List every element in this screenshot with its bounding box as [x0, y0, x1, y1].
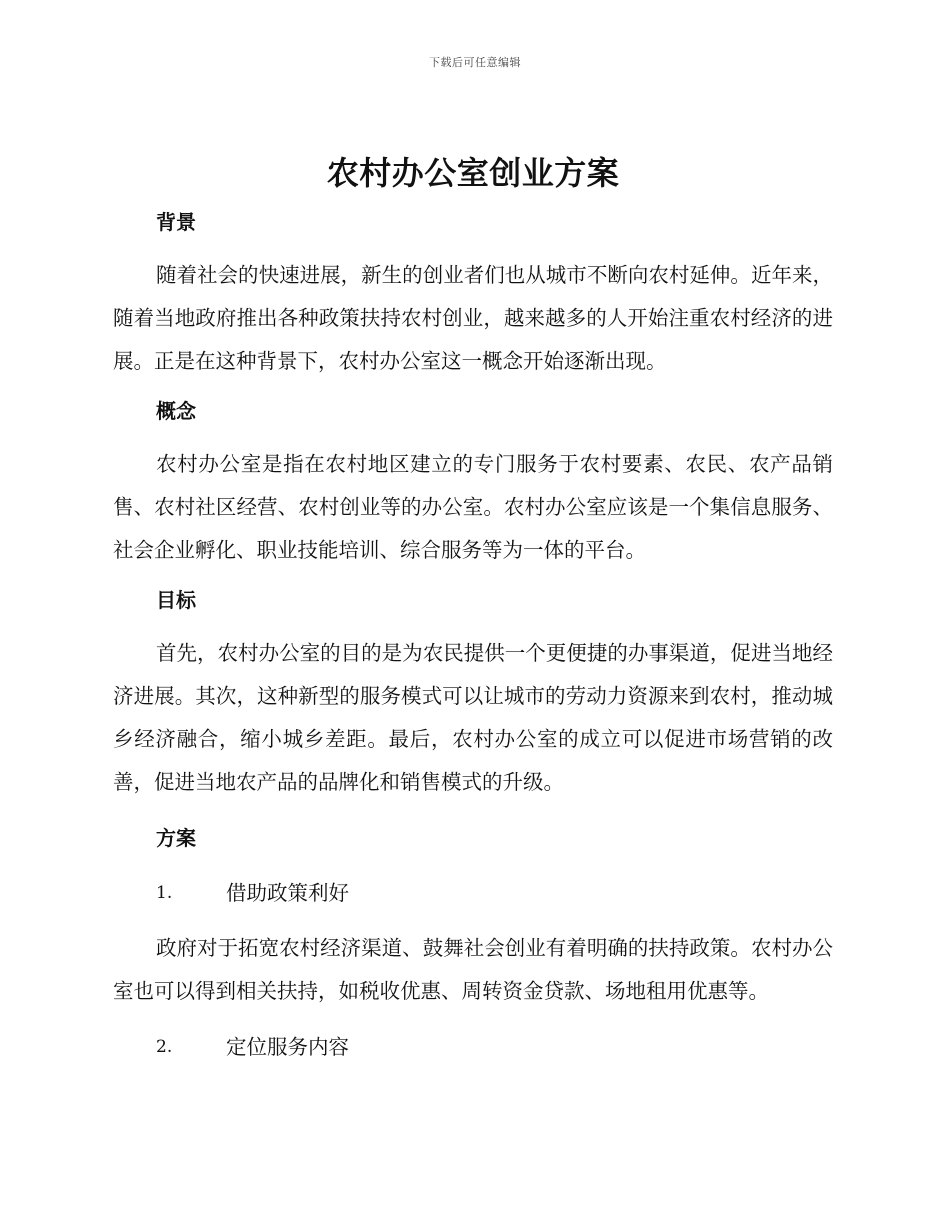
- section-background: [113, 207, 833, 383]
- section-heading-plan: 方案: [156, 826, 196, 850]
- plan-item-1: [113, 878, 833, 908]
- paragraph-concept: 农村办公室是指在农村地区建立的专门服务于农村要素、农民、农产品销售、农村社区经营、农村创业等的办公室。农村办公室应该是一个集信息服务、社会企业孵化、职业技能培训、综合服务等为一体的平台。: [113, 452, 833, 562]
- plan-item-2: [113, 1032, 833, 1062]
- section-heading-goal: 目标: [156, 588, 196, 612]
- section-heading-concept: 概念: [156, 399, 196, 423]
- document-body: [113, 148, 833, 1062]
- document-title: 农村办公室创业方案: [326, 154, 620, 192]
- paragraph-plan-item-1: 政府对于拓宽农村经济渠道、鼓舞社会创业有着明确的扶持政策。农村办公室也可以得到相关扶持，如税收优惠、周转资金贷款、场地租用优惠等。: [113, 936, 833, 1003]
- paragraph-goal: 首先，农村办公室的目的是为农民提供一个更便捷的办事渠道，促进当地经济进展。其次，这种新型的服务模式可以让城市的劳动力资源来到农村，推动城乡经济融合，缩小城乡差距。最后，农村办公室的成立可以促进市场营销的改善，促进当地农产品的品牌化和销售模式的升级。: [113, 641, 833, 794]
- section-goal: [113, 585, 833, 804]
- section-plan: [113, 823, 833, 1062]
- plan-item-number: 1.: [156, 883, 173, 903]
- plan-item-label: 定位服务内容: [226, 1035, 349, 1059]
- plan-item-label: 借助政策利好: [226, 881, 349, 905]
- plan-item-number: 2.: [156, 1037, 173, 1057]
- section-heading-background: 背景: [156, 210, 196, 234]
- paragraph-background: 随着社会的快速进展，新生的创业者们也从城市不断向农村延伸。近年来，随着当地政府推出各种政策扶持农村创业，越来越多的人开始注重农村经济的进展。正是在这种背景下，农村办公室这一概念开始逐渐出现。: [113, 263, 833, 373]
- page-header-note: 下载后可任意编辑: [429, 56, 521, 69]
- section-concept: [113, 396, 833, 572]
